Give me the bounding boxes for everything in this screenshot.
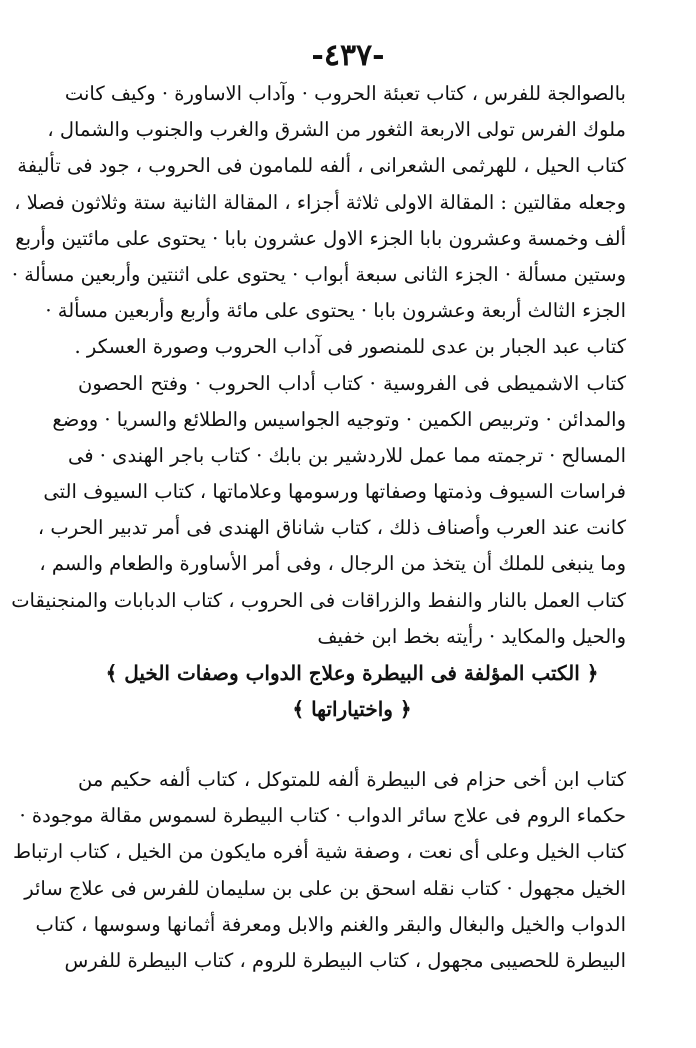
text-line: البيطرة للحصيبى مجهول ، كتاب البيطرة للروم ، كتاب البيطرة للفرس xyxy=(64,948,626,972)
text-line: وجعله مقالتين : المقالة الاولى ثلاثة أجزاء ، المقالة الثانية ستة وثلاثون فصلا ، xyxy=(14,190,626,214)
text-line: ألف وخمسة وعشرون بابا الجزء الاول عشرون بابا · يحتوى على مائتين وأربع xyxy=(15,226,626,250)
text-line: حكماء الروم فى علاج سائر الدواب · كتاب البيطرة لسموس مقالة موجودة · xyxy=(19,804,626,828)
text-line: وما ينبغى للملك أن يتخذ من الرجال ، وفى أمر الأساورة والطعام والسم ، xyxy=(39,552,626,576)
text-line: الخيل مجهول · كتاب نقله اسحق بن على بن سليمان للفرس فى علاج سائر xyxy=(24,876,626,900)
text-line: الدواب والخيل والبغال والبقر والغنم والابل ومعرفة أثمانها وسوسها ، كتاب xyxy=(35,912,626,936)
text-line: كانت عند العرب وأصناف ذلك ، كتاب شاناق الهندى فى أمر تدبير الحرب ، xyxy=(37,516,626,540)
text-line: والحيل والمكايد · رأيته بخط ابن خفيف xyxy=(317,624,626,648)
text-line: كتاب الخيل وعلى أى نعت ، وصفة شية أفره مايكون من الخيل ، كتاب ارتباط xyxy=(13,840,626,864)
text-line: كتاب العمل بالنار والنفط والزراقات فى الحروب ، كتاب الدبابات والمنجنيقات xyxy=(11,588,626,612)
text-line: المسالح · ترجمته مما عمل للاردشير بن بابك · كتاب باجر الهندى · فى xyxy=(68,443,626,467)
text-line: فراسات السيوف وذمتها وصفاتها ورسومها وعلاماتها ، كتاب السيوف التى xyxy=(43,480,626,504)
text-line: كتاب ابن أخى حزام فى البيطرة ألفه للمتوكل ، كتاب ألفه حكيم من xyxy=(78,768,626,791)
section-text-block xyxy=(13,762,626,979)
text-line: ملوك الفرس تولى الاربعة الثغور من الشرق والغرب والجنوب والشمال ، xyxy=(47,118,626,142)
text-line: بالصوالجة للفرس ، كتاب تعبئة الحروب · وآداب الاساورة · وكيف كانت xyxy=(64,82,626,105)
section-heading: ﴿ الكتب المؤلفة فى البيطرة وعلاج الدواب وصفات الخيل ﴾ xyxy=(105,661,599,685)
main-text-block xyxy=(11,76,626,727)
text-line: كتاب الحيل ، للهرثمى الشعرانى ، ألفه للمامون فى الحروب ، جود فى تأليفة xyxy=(17,154,626,178)
section-heading-continuation: ﴿ واختياراتها ﴾ xyxy=(292,697,412,722)
page-number: -٤٣٧- xyxy=(311,38,385,73)
text-line: كتاب عبد الجبار بن عدى للمنصور فى آداب الحروب وصورة العسكر . xyxy=(74,335,626,359)
text-line: كتاب الاشميطى فى الفروسية · كتاب أداب الحروب · وفتح الحصون xyxy=(78,371,626,395)
text-line: الجزء الثالث أربعة وعشرون بابا · يحتوى على مائة وأربع وأربعين مسألة · xyxy=(45,299,626,323)
text-line: والمدائن · وتربيص الكمين · وتوجيه الجواسيس والطلائع والسريا · ووضع xyxy=(52,407,626,431)
text-line: وستين مسألة · الجزء الثانى سبعة أبواب · يحتوى على اثنتين وأربعين مسألة · xyxy=(11,262,626,286)
